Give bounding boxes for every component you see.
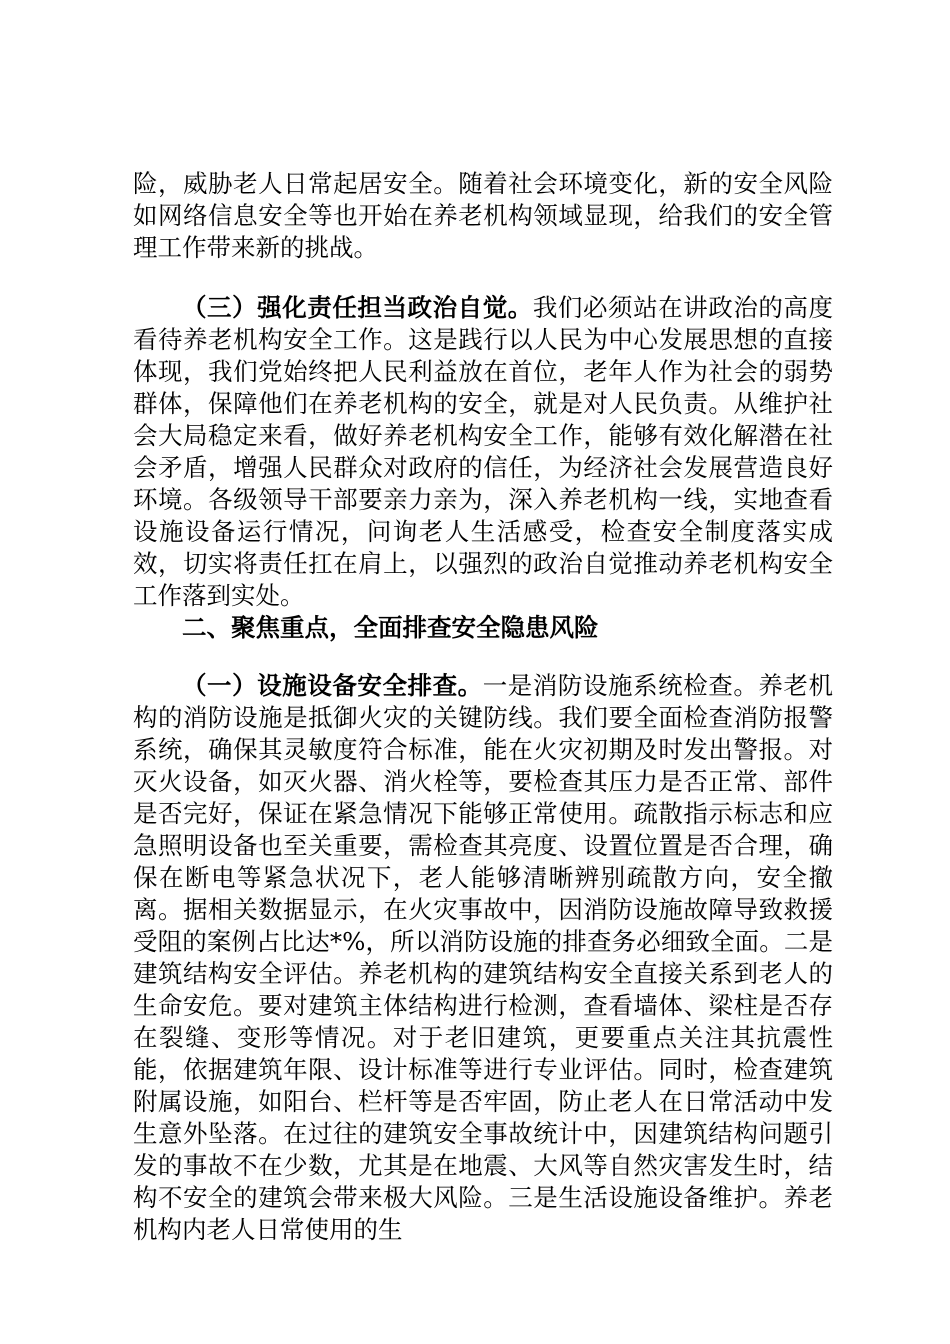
paragraph-text: 我们必须站在讲政治的高度看待养老机构安全工作。这是践行以人民为中心发展思想的直接体现，我们党始终把人民利益放在首位，老年人作为社会的弱势群体，保障他们在养老机构的安全，就是对人民负责。从维护社会大局稳定来看，做好养老机构安全工作，能够有效化解潜在社会矛盾，增强人民群众对政府的信任，为经济社会发展营造良好环境。各级领导干部要亲力亲为，深入养老机构一线，实地查看设施设备运行情况，问询老人生活感受，检查安全制度落实成效，切实将责任扛在肩上，以强烈的政治自觉推动养老机构安全工作落到实处。	[133, 293, 834, 610]
document-page	[133, 168, 833, 1246]
paragraph-facility-inspection	[133, 670, 833, 1246]
paragraph-political-awareness	[133, 292, 833, 612]
section-heading: 二、聚焦重点，全面排查安全隐患风险	[182, 613, 599, 642]
paragraph-lead-heading: （三）强化责任担当政治自觉。	[182, 293, 533, 322]
paragraph-text: 险，威胁老人日常起居安全。随着社会环境变化，新的安全风险如网络信息安全等也开始在养老机构领域显现，给我们的安全管理工作带来新的挑战。	[133, 169, 833, 262]
paragraph-risk-continuation	[133, 168, 833, 264]
paragraph-lead-heading: （一）设施设备安全排查。	[182, 671, 483, 700]
paragraph-text: 一是消防设施系统检查。养老机构的消防设施是抵御火灾的关键防线。我们要全面检查消防报警系统，确保其灵敏度符合标准，能在火灾初期及时发出警报。对灭火设备，如灭火器、消火栓等，要检查其压力是否正常、部件是否完好，保证在紧急情况下能够正常使用。疏散指示标志和应急照明设备也至关重要，需检查其亮度、设置位置是否合理，确保在断电等紧急状况下，老人能够清晰辨别疏散方向，安全撤离。据相关数据显示，在火灾事故中，因消防设施故障导致救援受阻的案例占比达*%，所以消防设施的排查务必细致全面。二是建筑结构安全评估。养老机构的建筑结构安全直接关系到老人的生命安危。要对建筑主体结构进行检测，查看墙体、梁柱是否存在裂缝、变形等情况。对于老旧建筑，更要重点关注其抗震性能，依据建筑年限、设计标准等进行专业评估。同时，检查建筑附属设施，如阳台、栏杆等是否牢固，防止老人在日常活动中发生意外坠落。在过往的建筑安全事故统计中，因建筑结构问题引发的事故不在少数，尤其是在地震、大风等自然灾害发生时，结构不安全的建筑会带来极大风险。三是生活设施设备维护。养老机构内老人日常使用的生	[133, 671, 833, 1244]
